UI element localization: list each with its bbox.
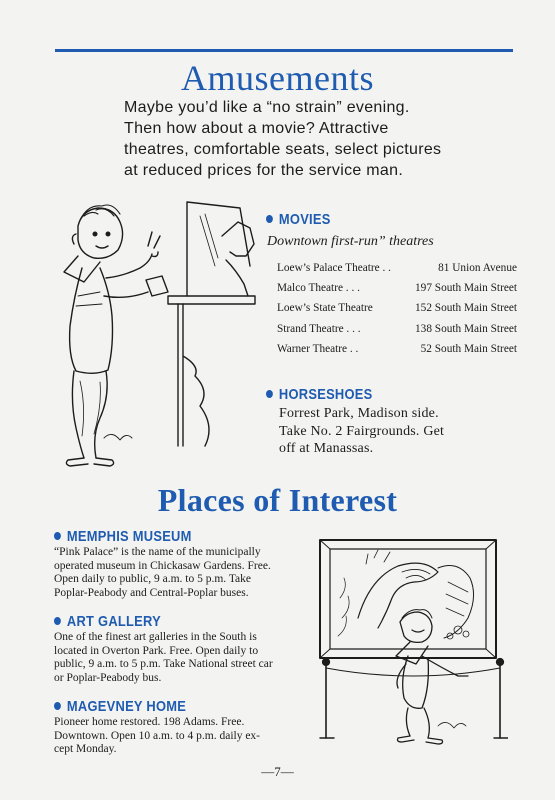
bullet-icon [266,215,273,223]
text-line: Downtown. Open 10 a.m. to 4 p.m. daily ex- [54,729,261,742]
theatre-address: 152 South Main Street [415,302,517,315]
bullet-icon [54,617,61,625]
list-item [277,278,517,298]
horseshoes-text [279,405,519,458]
intro-line: Then how about a movie? Attractive [124,120,389,137]
horseshoes-heading-label: HORSESHOES [278,386,373,403]
memphis-museum-heading [54,528,192,545]
text-line: “Pink Palace” is the name of the municipally [54,546,261,558]
theatre-address: 138 South Main Street [415,322,517,335]
art-gallery-heading-label: ART GALLERY [66,613,161,630]
list-item [277,258,517,278]
memphis-museum-heading-label: MEMPHIS MUSEUM [66,528,192,545]
text-line: One of the finest art galleries in the South is [54,631,257,643]
theatre-list [277,258,517,359]
list-item [277,298,517,318]
theatre-name: Strand Theatre . . . [277,322,361,335]
amusements-title: Amusements [181,58,374,98]
top-rule [55,49,513,52]
intro-line: Maybe you’d like a “no strain” evening. [124,99,410,116]
sailor-art-gallery-illustration [318,538,508,750]
theatre-name: Warner Theatre . . [277,342,359,355]
memphis-museum-text [54,546,314,600]
text-line: Poplar-Peabody and Central-Poplar buses. [54,586,249,599]
intro-line: at reduced prices for the service man. [124,162,404,179]
theatre-address: 81 Union Avenue [438,262,517,274]
text-line: Pioneer home restored. 198 Adams. Free. [54,716,245,728]
list-item [277,339,517,359]
places-title: Places of Interest [157,482,398,518]
list-item [277,319,517,339]
text-line: Forrest Park, Madison side. [279,406,439,421]
text-line: or Poplar-Peabody bus. [54,671,162,684]
movies-heading-label: MOVIES [278,211,331,228]
text-line: public, 9 a.m. to 5 p.m. Take National street car [54,658,273,671]
bullet-icon [54,532,61,540]
theatre-address: 52 South Main Street [420,342,517,355]
magevney-home-text [54,716,314,757]
bullet-icon [266,390,273,398]
art-gallery-text [54,631,314,685]
magevney-home-heading-label: MAGEVNEY HOME [66,698,187,715]
movies-heading [266,211,331,228]
text-line: cept Monday. [54,743,117,756]
art-gallery-heading [54,613,161,630]
text-line: Take No. 2 Fairgrounds. Get [279,423,445,439]
magevney-home-heading [54,698,186,715]
text-line: off at Manassas. [279,441,374,456]
sailor-ticket-booth-illustration [40,196,265,468]
text-line: operated museum in Chickasaw Gardens. Free. [54,559,271,572]
text-line: Open daily to public, 9 a.m. to 5 p.m. Take [54,573,252,586]
page-number: —7— [261,764,294,779]
amusements-intro [124,97,524,181]
theatre-address: 197 South Main Street [415,282,517,295]
text-line: located in Overton Park. Free. Open daily to [54,644,259,657]
theatre-name: Loew’s State Theatre [277,302,373,315]
theatre-name: Malco Theatre . . . [277,282,360,295]
horseshoes-heading [266,386,373,403]
theatre-name: Loew’s Palace Theatre . . [277,262,391,274]
intro-line: theatres, comfortable seats, select pictures [124,141,442,158]
bullet-icon [54,702,61,710]
movies-subtitle: Downtown first-run” theatres [267,234,434,249]
